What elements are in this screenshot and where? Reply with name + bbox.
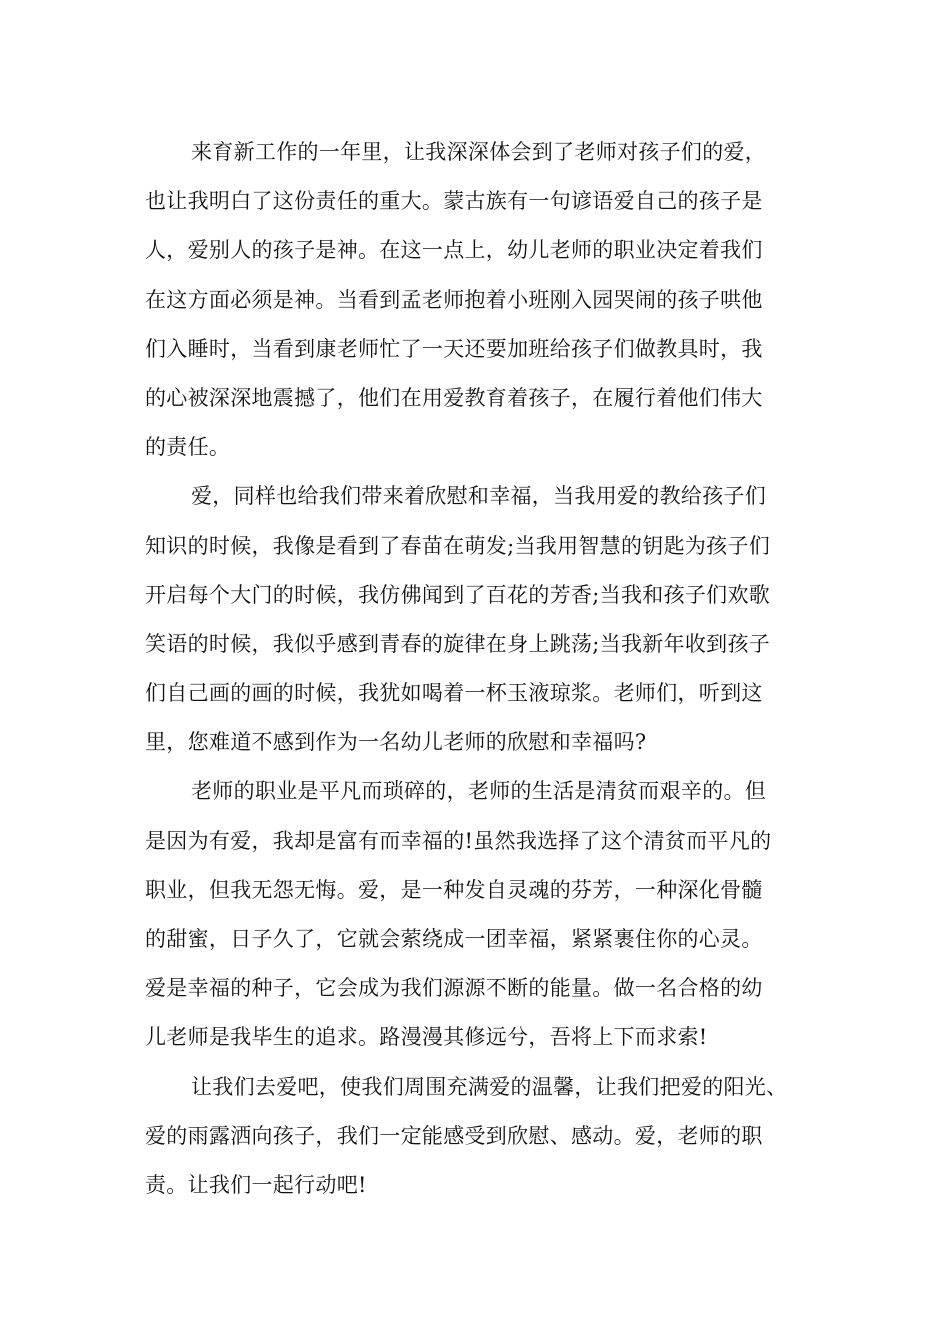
paragraph-line: 来育新工作的一年里，让我深深体会到了老师对孩子们的爱， (191, 140, 767, 164)
paragraph-line: 儿老师是我毕生的追求。路漫漫其修远兮，吾将上下而求索! (145, 1025, 708, 1050)
paragraph-line: 在这方面必须是神。当看到孟老师抱着小班刚入园哭闹的孩子哄他 (145, 287, 763, 312)
paragraph-line: 人，爱别人的孩子是神。在这一点上，幼儿老师的职业决定着我们 (145, 238, 763, 263)
paragraph-3 (145, 767, 807, 1062)
paragraph-line: 的甜蜜，日子久了，它就会萦绕成一团幸福，紧紧裹住你的心灵。 (145, 927, 763, 951)
paragraph-line: 的心被深深地震撼了，他们在用爱教育着孩子，在履行着他们伟大 (145, 385, 763, 410)
paragraph-line: 职业，但我无怨无悔。爱，是一种发自灵魂的芬芳，一种深化骨髓 (145, 877, 763, 902)
paragraph-line: 让我们去爱吧，使我们周围充满爱的温馨，让我们把爱的阳光、 (191, 1074, 788, 1099)
paragraph-line: 爱的雨露洒向孩子，我们一定能感受到欣慰、感动。爱，老师的职 (145, 1123, 763, 1148)
paragraph-line: 们自己画的画的时候，我犹如喝着一杯玉液琼浆。老师们，听到这 (145, 681, 763, 706)
paragraph-line: 笑语的时候，我似乎感到青春的旋律在身上跳荡;当我新年收到孩子 (145, 631, 771, 656)
paragraph-line: 是因为有爱，我却是富有而幸福的!虽然我选择了这个清贫而平凡的 (145, 828, 772, 853)
paragraph-line: 知识的时候，我像是看到了春苗在萌发;当我用智慧的钥匙为孩子们 (145, 533, 771, 558)
paragraph-line: 开启每个大门的时候，我仿佛闻到了百花的芳香;当我和孩子们欢歌 (145, 582, 771, 607)
document-body (145, 128, 807, 1210)
paragraph-2 (145, 472, 807, 767)
paragraph-line: 们入睡时，当看到康老师忙了一天还要加班给孩子们做教具时，我 (145, 336, 763, 361)
paragraph-4 (145, 1063, 807, 1211)
paragraph-line: 爱，同样也给我们带来着欣慰和幸福，当我用爱的教给孩子们 (191, 484, 767, 509)
paragraph-line: 责。让我们一起行动吧! (145, 1172, 367, 1197)
paragraph-line: 的责任。 (145, 435, 231, 460)
paragraph-line: 爱是幸福的种子，它会成为我们源源不断的能量。做一名合格的幼 (145, 976, 763, 1001)
paragraph-1 (145, 128, 807, 472)
paragraph-line: 也让我明白了这份责任的重大。蒙古族有一句谚语爱自己的孩子是 (145, 189, 763, 214)
paragraph-line: 老师的职业是平凡而琐碎的，老师的生活是清贫而艰辛的。但 (191, 779, 767, 804)
paragraph-line: 里，您难道不感到作为一名幼儿老师的欣慰和幸福吗? (145, 730, 647, 755)
